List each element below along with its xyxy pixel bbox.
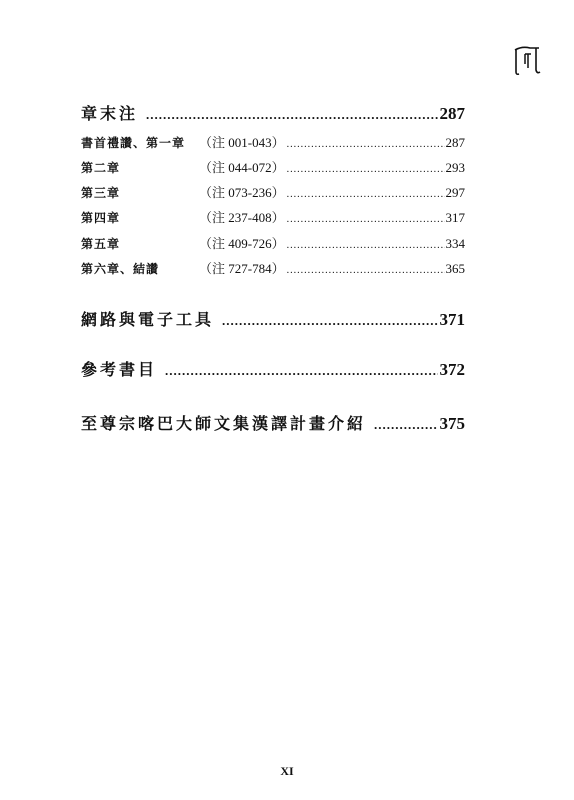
- toc-sub-entry[interactable]: [81, 132, 465, 151]
- page-number-folio: XI: [280, 764, 294, 778]
- toc-page-number: 375: [439, 414, 465, 433]
- dot-leader: [287, 164, 445, 175]
- toc-note-range: （注 409-726）: [199, 236, 285, 251]
- dot-leader: [374, 417, 437, 433]
- toc-note-range: （注 001-043）: [199, 135, 285, 150]
- toc-page-number: 371: [439, 310, 465, 329]
- toc-label: 網路與電子工具: [81, 312, 215, 329]
- dot-leader: [287, 240, 445, 251]
- toc-note-range: （注 237-408）: [199, 210, 285, 225]
- tibetan-syllable-icon: [512, 44, 542, 76]
- toc-sub-label: 第三章: [81, 186, 121, 200]
- dot-leader: [287, 139, 445, 150]
- dot-leader: [165, 363, 437, 379]
- toc-sub-label: 書首禮讚、第一章: [81, 136, 186, 150]
- toc-entry-references[interactable]: [81, 357, 465, 380]
- toc-page-number: 317: [445, 210, 465, 225]
- dot-leader: [222, 313, 437, 329]
- toc-note-range: （注 044-072）: [199, 160, 285, 175]
- toc-note-range: （注 727-784）: [199, 261, 285, 276]
- toc-sub-entry[interactable]: [81, 207, 465, 226]
- toc-label: 章末注: [81, 106, 139, 123]
- toc-page-number: 365: [445, 261, 465, 276]
- toc-label: 參考書目: [81, 362, 158, 379]
- toc-label: 至尊宗喀巴大師文集漢譯計畫介紹: [81, 416, 367, 433]
- dot-leader: [146, 107, 437, 123]
- dot-leader: [287, 265, 445, 276]
- toc-note-range: （注 073-236）: [199, 185, 285, 200]
- toc-page-number: 372: [439, 360, 465, 379]
- toc-entry-network-tools[interactable]: [81, 307, 465, 330]
- toc-sub-entry[interactable]: [81, 182, 465, 201]
- toc-sub-entry[interactable]: [81, 157, 465, 176]
- toc-entry-chapter-notes[interactable]: [81, 101, 465, 124]
- toc-entry-translation-project[interactable]: [81, 411, 465, 434]
- toc-sub-label: 第六章、結讚: [81, 262, 160, 276]
- toc-sub-entry[interactable]: [81, 258, 465, 277]
- toc-page-number: 287: [445, 135, 465, 150]
- dot-leader: [287, 189, 445, 200]
- dot-leader: [287, 214, 445, 225]
- toc-sub-label: 第四章: [81, 211, 121, 225]
- toc-page-number: 297: [445, 185, 465, 200]
- toc-sub-entry[interactable]: [81, 233, 465, 252]
- toc-sub-label: 第五章: [81, 237, 121, 251]
- toc-page-number: 334: [445, 236, 465, 251]
- toc-page-number: 293: [445, 160, 465, 175]
- toc-sub-label: 第二章: [81, 161, 121, 175]
- toc-page-number: 287: [439, 104, 465, 123]
